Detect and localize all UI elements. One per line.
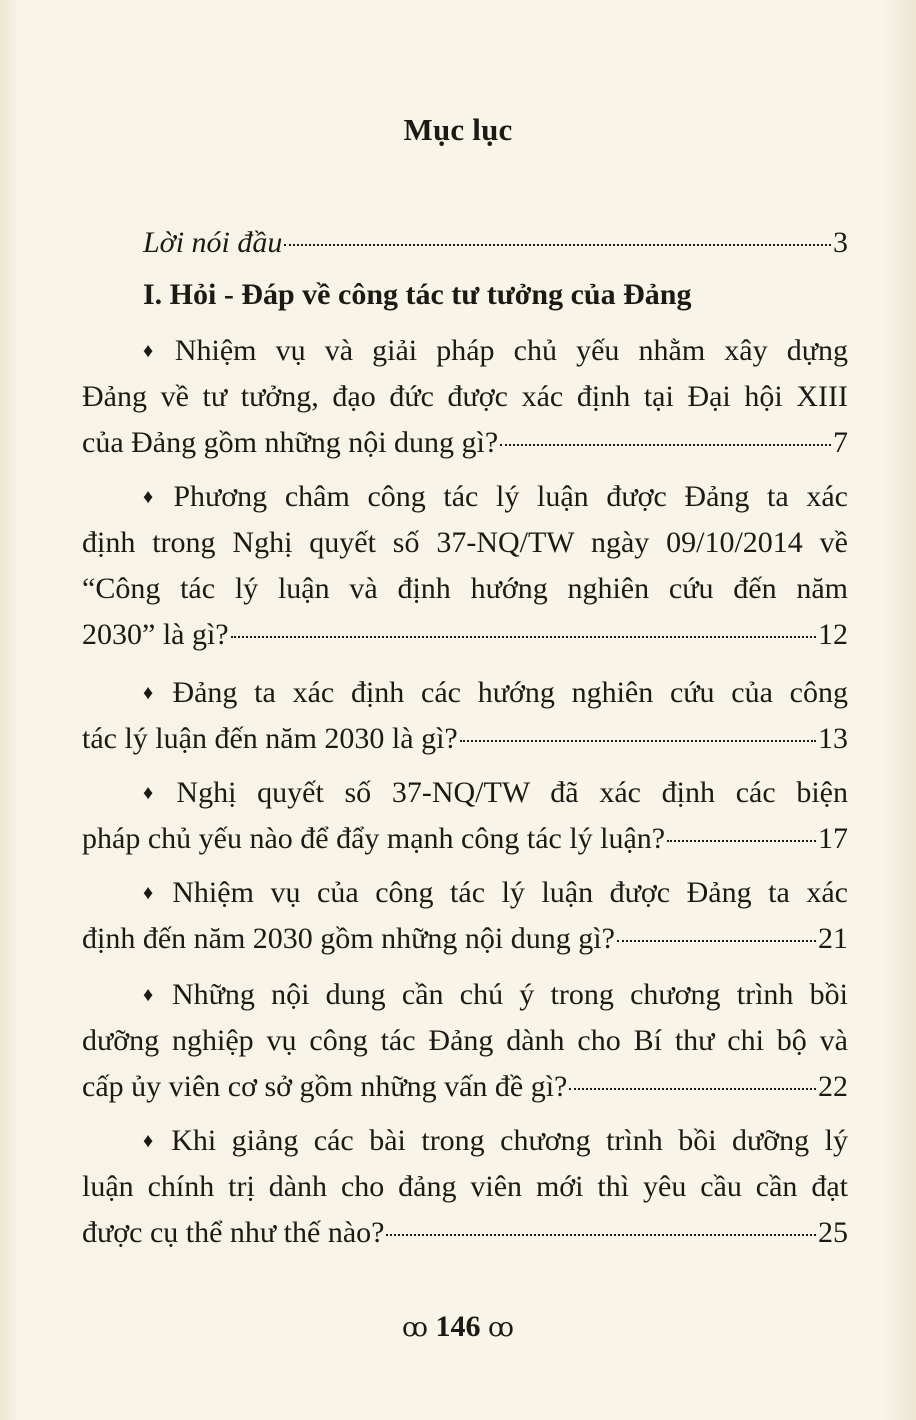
bullet-icon: ♦	[143, 882, 163, 904]
dot-leader	[617, 940, 816, 942]
toc-entry-line: “Công tác lý luận và định hướng nghiên cứu đến năm	[82, 572, 848, 605]
bullet-icon: ♦	[143, 682, 163, 704]
page-title: Mục lục	[403, 112, 513, 147]
toc-entry-line: định trong Nghị quyết số 37-NQ/TW ngày 09/10/2014 về	[82, 526, 848, 559]
toc-entry-last-line: được cụ thể như thế nào? 25	[82, 1210, 848, 1256]
dot-leader	[500, 444, 831, 446]
page-number: 146	[435, 1310, 481, 1343]
toc-entry-line: ♦ Nhiệm vụ của công tác lý luận được Đảng ta xác	[143, 876, 848, 909]
bullet-icon: ♦	[143, 782, 167, 804]
toc-page-number: 22	[818, 1070, 848, 1103]
toc-entry-line: ♦ Những nội dung cần chú ý trong chương trình bồi	[143, 978, 848, 1011]
dot-leader	[386, 1234, 816, 1236]
bullet-icon: ♦	[143, 486, 164, 508]
bullet-icon: ♦	[143, 1130, 162, 1152]
dot-leader	[667, 840, 816, 842]
toc-entry-last-line: pháp chủ yếu nào để đẩy mạnh công tác lý luận? 17	[82, 816, 848, 862]
toc-entry-line: ♦ Nghị quyết số 37-NQ/TW đã xác định các biện	[143, 776, 848, 809]
toc-entry-line: ♦ Khi giảng các bài trong chương trình bồi dưỡng lý	[143, 1124, 848, 1157]
page-footer	[0, 1310, 916, 1344]
toc-entry-line: ♦ Phương châm công tác lý luận được Đảng ta xác	[143, 480, 848, 513]
toc-entry-line: ♦ Nhiệm vụ và giải pháp chủ yếu nhằm xây dựng	[143, 334, 848, 367]
toc-page-number: 17	[818, 822, 848, 855]
toc-entry-last-line: định đến năm 2030 gồm những nội dung gì? 21	[82, 916, 848, 962]
right-ornament-icon: ꝏ	[488, 1313, 514, 1342]
toc-entry-line: Đảng về tư tưởng, đạo đức được xác định tại Đại hội XIII	[82, 380, 848, 413]
dot-leader	[231, 636, 816, 638]
toc-entry-label: Lời nói đầu	[143, 226, 283, 259]
toc-entry-last-line: của Đảng gồm những nội dung gì? 7	[82, 420, 848, 466]
toc-entry-line: ♦ Đảng ta xác định các hướng nghiên cứu của công	[143, 676, 848, 709]
toc-entry-line: luận chính trị dành cho đảng viên mới thì yêu cầu cần đạt	[82, 1170, 848, 1203]
toc-entry-last-line: cấp ủy viên cơ sở gồm những vấn đề gì? 22	[82, 1064, 848, 1110]
toc-entry-last-line: 2030” là gì? 12	[82, 612, 848, 658]
section-heading: I. Hỏi - Đáp về công tác tư tưởng của Đảng	[143, 278, 692, 311]
dot-leader	[460, 740, 816, 742]
toc-entry-last-line: tác lý luận đến năm 2030 là gì? 13	[82, 716, 848, 762]
toc-page-number: 21	[818, 922, 848, 955]
bullet-icon: ♦	[143, 984, 162, 1006]
toc-entry-preface	[143, 220, 848, 266]
dot-leader	[284, 244, 831, 246]
toc-page-number: 13	[818, 722, 848, 755]
toc-page-number: 7	[833, 426, 848, 459]
toc-page-number: 12	[818, 618, 848, 651]
toc-page-number: 3	[833, 226, 848, 259]
left-ornament-icon: ꝏ	[402, 1313, 428, 1342]
toc-page-number: 25	[818, 1216, 848, 1249]
dot-leader	[569, 1088, 816, 1090]
bullet-icon: ♦	[143, 340, 165, 362]
toc-entry-line: dưỡng nghiệp vụ công tác Đảng dành cho Bí thư chi bộ và	[82, 1024, 848, 1057]
